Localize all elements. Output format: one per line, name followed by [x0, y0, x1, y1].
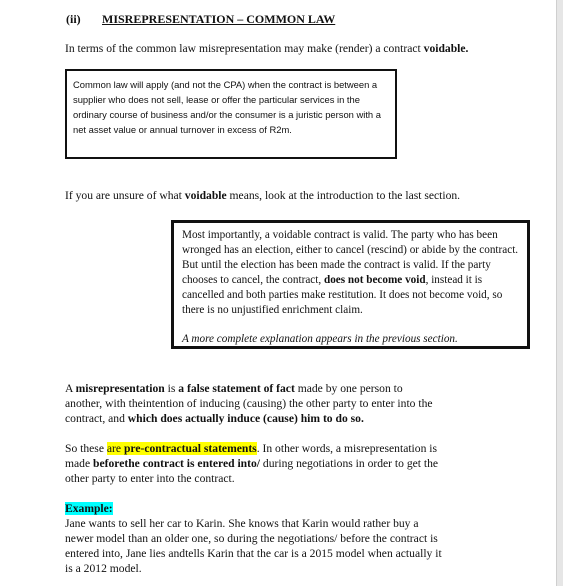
- voidable-text-before: If you are unsure of what: [65, 189, 185, 202]
- definition-text-a: A: [65, 382, 76, 395]
- definition-bold-2: a false statement of fact: [178, 382, 295, 395]
- definition-text-c: is: [164, 382, 179, 395]
- precontract-highlight-bold: pre-contractual statements: [123, 442, 257, 455]
- definition-bold-3: which does actually induce (cause) him to do so.: [127, 412, 364, 425]
- explanation-note: A more complete explanation appears in the previous section.: [182, 333, 458, 345]
- definition-paragraph: [65, 381, 440, 426]
- cpa-note-text: Common law will apply (and not the CPA) when the contract is between a supplier who does not sell, lease or offer the particular services in the ordinary course of business and/or the consumer is a juristic person with a net asset value or annual turnover in excess of R2m.: [73, 79, 381, 135]
- voidable-bold: voidable: [184, 189, 227, 202]
- cpa-note-box: [65, 69, 397, 159]
- section-number: (ii): [66, 12, 81, 26]
- explanation-bold: does not become void: [323, 274, 426, 286]
- precontract-text-a: So these: [65, 442, 107, 455]
- intro-text: In terms of the common law misrepresentation may make (render) a contract: [65, 42, 424, 55]
- example-label: Example:: [65, 502, 113, 515]
- voidable-explanation-paragraph: [182, 228, 519, 318]
- voidable-explanation-box: [171, 220, 530, 349]
- precontract-paragraph: [65, 441, 451, 486]
- precontract-highlight: [107, 442, 257, 455]
- explanation-text: Most importantly, a voidable contract is valid. The party who has been wronged has an election, either to cancel (rescind) or abide by the contract. But until the election has been made the contract is valid. If the party chooses to cancel, the contract,: [182, 229, 519, 286]
- section-heading: [66, 12, 335, 27]
- page-edge: [556, 0, 563, 586]
- explanation-text-rest: , instead it is cancelled and both parties make restitution. It does not become void, so there is no unjustified enrichment claim.: [182, 274, 503, 316]
- definition-bold-1: misrepresentation: [75, 382, 165, 395]
- example-label-line: [65, 501, 113, 516]
- precontract-text-c: during negotiations in order to get the other party to enter into the contract.: [65, 457, 439, 485]
- voidable-paragraph: [65, 188, 460, 203]
- example-paragraph: Jane wants to sell her car to Karin. She knows that Karin would rather buy a newer model than an older one, so during the negotiations/ before the contract is entered into, Jane lies andtells Karin that the car is a 2015 model when actually it is a 2012 model.: [65, 517, 442, 575]
- intro-paragraph: [65, 41, 468, 56]
- precontract-text-b: . In other words, a misrepresentation is made: [65, 442, 438, 470]
- section-title: MISREPRESENTATION – COMMON LAW: [102, 12, 336, 26]
- voidable-text-after: means, look at the introduction to the last section.: [226, 189, 461, 202]
- definition-text-d: made by one person to another, with theintention of inducing (causing) the other party to enter into the contract, and: [65, 382, 433, 425]
- precontract-highlight-plain: are: [106, 442, 124, 455]
- precontract-bold: beforethe contract is entered into/: [93, 457, 261, 470]
- intro-bold: voidable.: [423, 42, 469, 55]
